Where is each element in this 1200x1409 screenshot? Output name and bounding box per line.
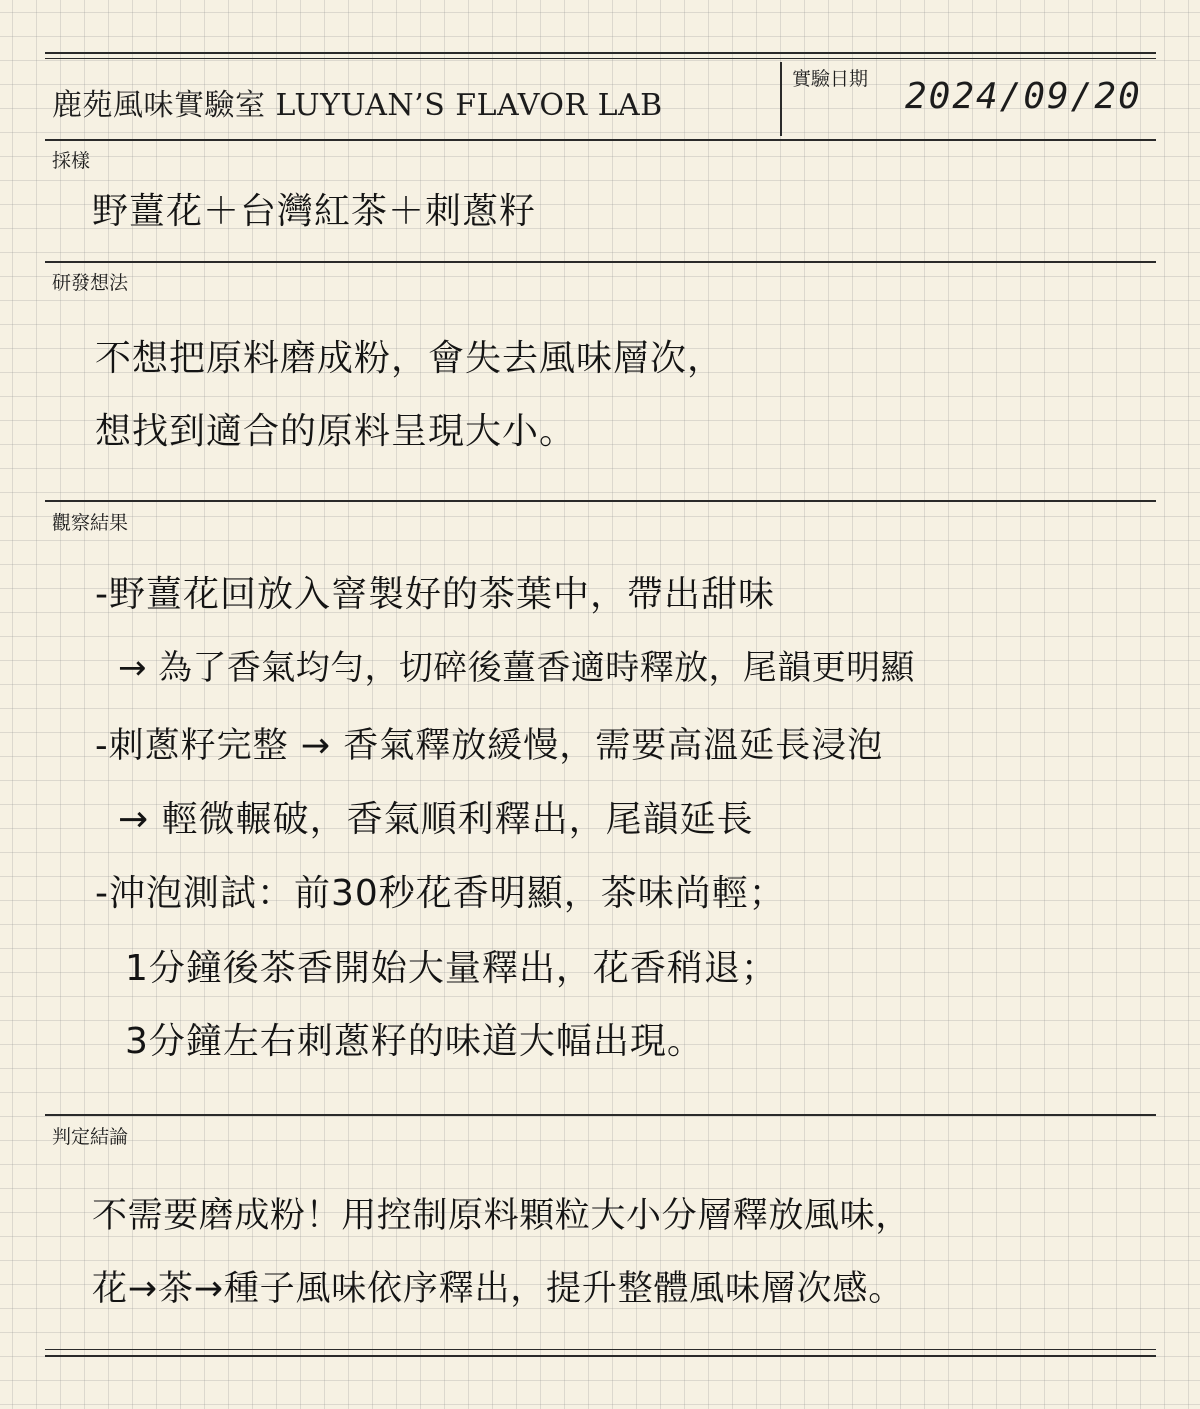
header-divider — [780, 62, 782, 136]
bottom-rule-inner — [45, 1349, 1156, 1350]
date-label: 實驗日期 — [792, 68, 869, 90]
idea-line: 想找到適合的原料呈現大小。 — [95, 411, 577, 452]
date-value: 2024/09/20 — [905, 76, 1142, 117]
observation-line: 3分鐘左右刺蔥籽的味道大幅出現。 — [125, 1021, 704, 1062]
idea-line: 不想把原料磨成粉，會失去風味層次， — [95, 338, 725, 379]
observation-line: -刺蔥籽完整 → 香氣釋放緩慢，需要高溫延長浸泡 — [95, 726, 884, 766]
observation-line: -野薑花回放入窨製好的茶葉中，帶出甜味 — [95, 574, 775, 615]
observation-line: → 為了香氣均勻，切碎後薑香適時釋放，尾韻更明顯 — [118, 648, 915, 688]
sample-line: 野薑花＋台灣紅茶＋刺蔥籽 — [92, 191, 537, 232]
header-bottom-rule — [45, 139, 1156, 141]
conclusion-line: 花→茶→種子風味依序釋出，提升整體風味層次感。 — [92, 1269, 905, 1309]
observation-label: 觀察結果 — [52, 512, 129, 534]
sample-bottom-rule — [45, 261, 1156, 263]
sample-label: 採樣 — [52, 150, 91, 172]
observation-line: 1分鐘後茶香開始大量釋出，花香稍退； — [125, 948, 778, 989]
idea-bottom-rule — [45, 500, 1156, 502]
conclusion-line: 不需要磨成粉！用控制原料顆粒大小分層釋放風味， — [92, 1196, 911, 1236]
observation-line: → 輕微輾破，香氣順利釋出，尾韻延長 — [118, 799, 754, 840]
conclusion-label: 判定結論 — [52, 1126, 129, 1148]
idea-label: 研發想法 — [52, 272, 129, 294]
lab-title: 鹿苑風味實驗室 LUYUAN’S FLAVOR LAB — [52, 88, 663, 123]
observation-line: -沖泡測試：前30秒花香明顯，茶味尚輕； — [95, 873, 786, 914]
observation-bottom-rule — [45, 1114, 1156, 1116]
top-rule-inner — [45, 58, 1156, 59]
bottom-rule-outer — [45, 1355, 1156, 1357]
top-rule-outer — [45, 52, 1156, 54]
